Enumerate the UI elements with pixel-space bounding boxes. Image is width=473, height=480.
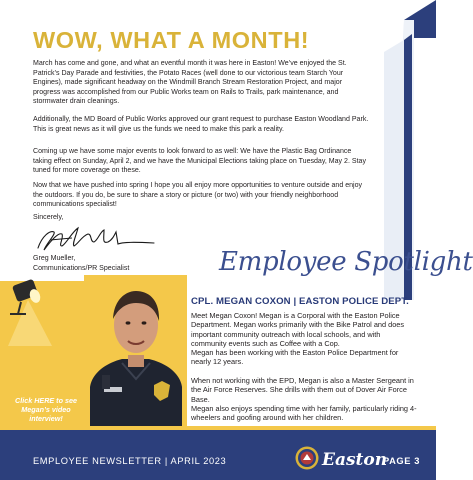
spotlight-title: Employee Spotlight	[219, 247, 473, 277]
closing-text: Sincerely,	[33, 214, 64, 221]
signer-title: Communications/PR Specialist	[33, 264, 130, 272]
article-paragraph-1: March has come and gone, and what an eventful month it was here in Easton! We’ve enjoyed the St. Patrick’s Day Parade and festivities, the Potato Races (well done to our victorious team Starch Your Engines), made significant headway on the Windmill Branch Stream Restoration Project, and major progress was accomplished from our Public Works team on Rails to Trails, park maintenance, and stormwater drain cleanings.	[33, 60, 347, 106]
spotlight-paragraph-1: Meet Megan Coxon! Megan is a Corporal with the Easton Police Department. Megan works primarily with the Bike Patrol and does important community outreach with local schools, and with community events such as Coffee with a Cop.	[191, 311, 405, 349]
spotlight-heading: CPL. MEGAN COXON | EASTON POLICE DEPT.	[191, 296, 409, 307]
signer-name: Greg Mueller,	[33, 255, 76, 262]
signer-block	[33, 254, 129, 273]
article-headline: WOW, WHAT A MONTH!	[33, 27, 310, 53]
article-paragraph-3: Coming up we have some major events to look forward to as well: We have the Plastic Bag Ordinance taking effect on Sunday, April 2, and we have the Municipal Elections taking place on Tuesday, May 2. Stay tuned for more coverage on these.	[33, 148, 366, 175]
spotlight-paragraph-3: When not working with the EPD, Megan is also a Master Sergeant in the Air Force Reserves. She drills with them out of Dover Air Force Base.	[191, 376, 414, 404]
employee-photo	[84, 275, 187, 428]
video-interview-link[interactable]: Click HERE to see Megan’s video interview!	[15, 396, 77, 423]
footer-brand-logo: Easton	[322, 450, 388, 470]
footer-label: EMPLOYEE NEWSLETTER | APRIL 2023	[33, 456, 227, 466]
spotlight-paragraph-4: Megan also enjoys spending time with her family, particularly riding 4-wheelers and goofing around with her children.	[191, 404, 417, 423]
article-paragraph-4: Now that we have pushed into spring I hope you all enjoy more opportunities to venture outside and enjoy the outdoors. If you do, be sure to share a story or picture (or two) with your friendly neighborhood communications specialist!	[33, 182, 363, 209]
spotlight-lamp-icon	[6, 276, 62, 346]
article-paragraph-2: Additionally, the MD Board of Public Works approved our grant request to purchase Easton Woodland Park. This is great news as it will give us the funds we need to make this park a reality.	[33, 116, 369, 133]
spotlight-paragraph-2: Megan has been working with the Easton Police Department for nearly 12 years.	[191, 348, 399, 367]
signature-graphic	[32, 222, 160, 256]
easton-seal-icon	[295, 446, 319, 470]
page-number: PAGE 3	[383, 456, 421, 466]
